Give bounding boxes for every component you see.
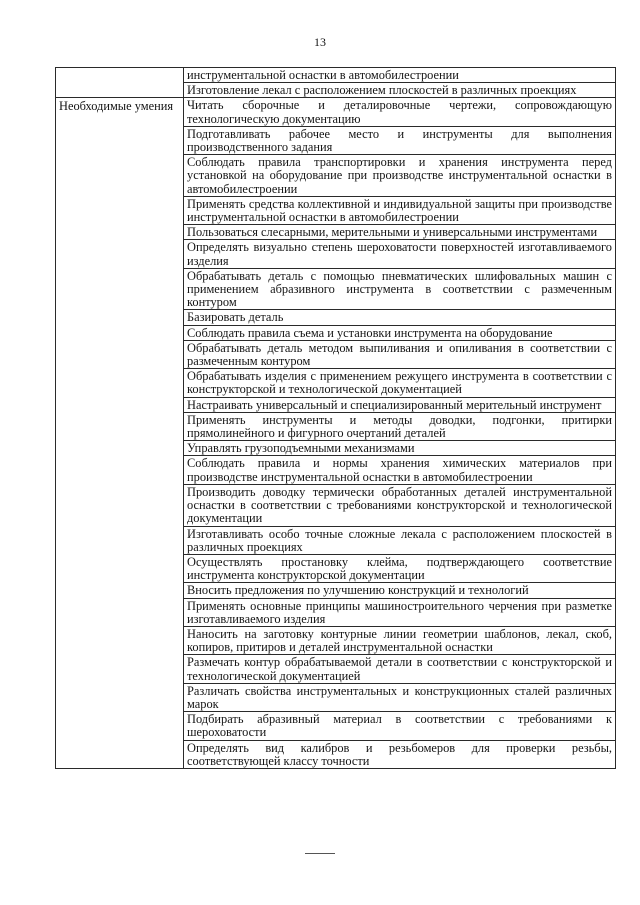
- skill-text: Вносить предложения по улучшению конструкций и технологий: [187, 583, 529, 598]
- section-label-cell: [56, 98, 184, 769]
- skill-text: Изготавливать особо точные сложные лекала с расположением плоскостей в различных проекциях: [187, 526, 612, 554]
- skill-text: Подготавливать рабочее место и инструменты для выполнения производственного задания: [187, 126, 612, 155]
- skill-text: Настраивать универсальный и специализированный мерительный инструмент: [187, 397, 602, 412]
- continuation-row: [56, 68, 616, 83]
- skill-cell: [184, 325, 616, 340]
- skill-text: Осуществлять простановку клейма, подтверждающего соответствие инструмента конструкторской документации: [187, 554, 612, 583]
- skill-cell: [184, 369, 616, 397]
- skill-row: [56, 98, 616, 126]
- skill-text: Размечать контур обрабатываемой детали в соответствии с конструкторской и технологической документацией: [187, 655, 612, 683]
- footer-rule: [305, 853, 335, 854]
- skill-text: Обрабатывать изделия с применением режущего инструмента в соответствии с конструкторской и технологической документацией: [187, 369, 612, 397]
- continuation-text: инструментальной оснастки в автомобилестроении: [187, 68, 459, 82]
- skill-text: Применять средства коллективной и индивидуальной защиты при производстве инструментальной оснастки в автомобилестроении: [187, 196, 612, 225]
- skills-table-body: [56, 68, 616, 769]
- skill-text: Определять визуально степень шероховатости поверхностей изготавливаемого изделия: [187, 240, 612, 268]
- skill-cell: [184, 310, 616, 325]
- skill-text: Управлять грузоподъемными механизмами: [187, 441, 415, 456]
- skill-cell: [184, 683, 616, 711]
- skill-cell: [184, 554, 616, 582]
- continuation-cell: [184, 68, 616, 83]
- skill-cell: [184, 196, 616, 224]
- skill-text: Применять основные принципы машиностроительного черчения при разметке изготавливаемого изделия: [187, 598, 612, 626]
- skill-text: Подбирать абразивный материал в соответствии с требованиями к шероховатости: [187, 712, 612, 740]
- skill-cell: [184, 484, 616, 526]
- skill-cell: [184, 598, 616, 626]
- skill-cell: [184, 456, 616, 484]
- skill-cell: [184, 583, 616, 598]
- skills-table: [55, 67, 616, 769]
- skill-text: Обрабатывать деталь с помощью пневматических шлифовальных машин с применением абразивного инструмента в соответствии с размеченным контуром: [187, 268, 612, 310]
- skill-cell: [184, 740, 616, 768]
- skill-text: Различать свойства инструментальных и конструкционных сталей различных марок: [187, 683, 612, 711]
- skill-text: Соблюдать правила транспортировки и хранения инструмента перед установкой на оборудование при производстве инструментальной оснастки в автомобилестроении: [187, 155, 612, 196]
- skill-text: Определять вид калибров и резьбомеров для проверки резьбы, соответствующей классу точности: [187, 740, 612, 768]
- empty-label-cell: [56, 68, 184, 98]
- skill-cell: [184, 526, 616, 554]
- continuation-text: Изготовление лекал с расположением плоскостей в различных проекциях: [187, 83, 577, 98]
- skill-cell: [184, 412, 616, 440]
- skill-text: Читать сборочные и деталировочные чертежи, сопровождающую технологическую документацию: [187, 98, 612, 126]
- skill-cell: [184, 240, 616, 268]
- skill-cell: [184, 441, 616, 456]
- skill-text: Пользоваться слесарными, мерительными и универсальными инструментами: [187, 225, 598, 240]
- skill-text: Соблюдать правила и нормы хранения химических материалов при производстве инструментальной оснастки в автомобилестроении: [187, 456, 612, 484]
- skill-cell: [184, 268, 616, 310]
- skill-cell: [184, 98, 616, 126]
- skill-text: Производить доводку термически обработанных деталей инструментальной оснастки в соответствии с требованиями конструкторской и технологической документации: [187, 484, 612, 526]
- skill-cell: [184, 225, 616, 240]
- continuation-cell: [184, 83, 616, 98]
- skill-cell: [184, 655, 616, 683]
- page-number: 13: [314, 35, 326, 49]
- skill-cell: [184, 126, 616, 154]
- skill-cell: [184, 397, 616, 412]
- skill-text: Наносить на заготовку контурные линии геометрии шаблонов, лекал, скоб, копиров, притиров и деталей инструментальной оснастки: [187, 626, 612, 655]
- skill-text: Соблюдать правила съема и установки инструмента на оборудование: [187, 325, 553, 340]
- skill-text: Базировать деталь: [187, 310, 284, 325]
- skill-text: Применять инструменты и методы доводки, подгонки, притирки прямолинейного и фигурного очертаний деталей: [187, 412, 612, 441]
- skill-cell: [184, 155, 616, 197]
- section-label: Необходимые умения: [59, 99, 174, 114]
- skill-cell: [184, 626, 616, 654]
- skill-text: Обрабатывать деталь методом выпиливания и опиливания в соответствии с размеченным контуром: [187, 340, 612, 369]
- skill-cell: [184, 340, 616, 368]
- skill-cell: [184, 712, 616, 740]
